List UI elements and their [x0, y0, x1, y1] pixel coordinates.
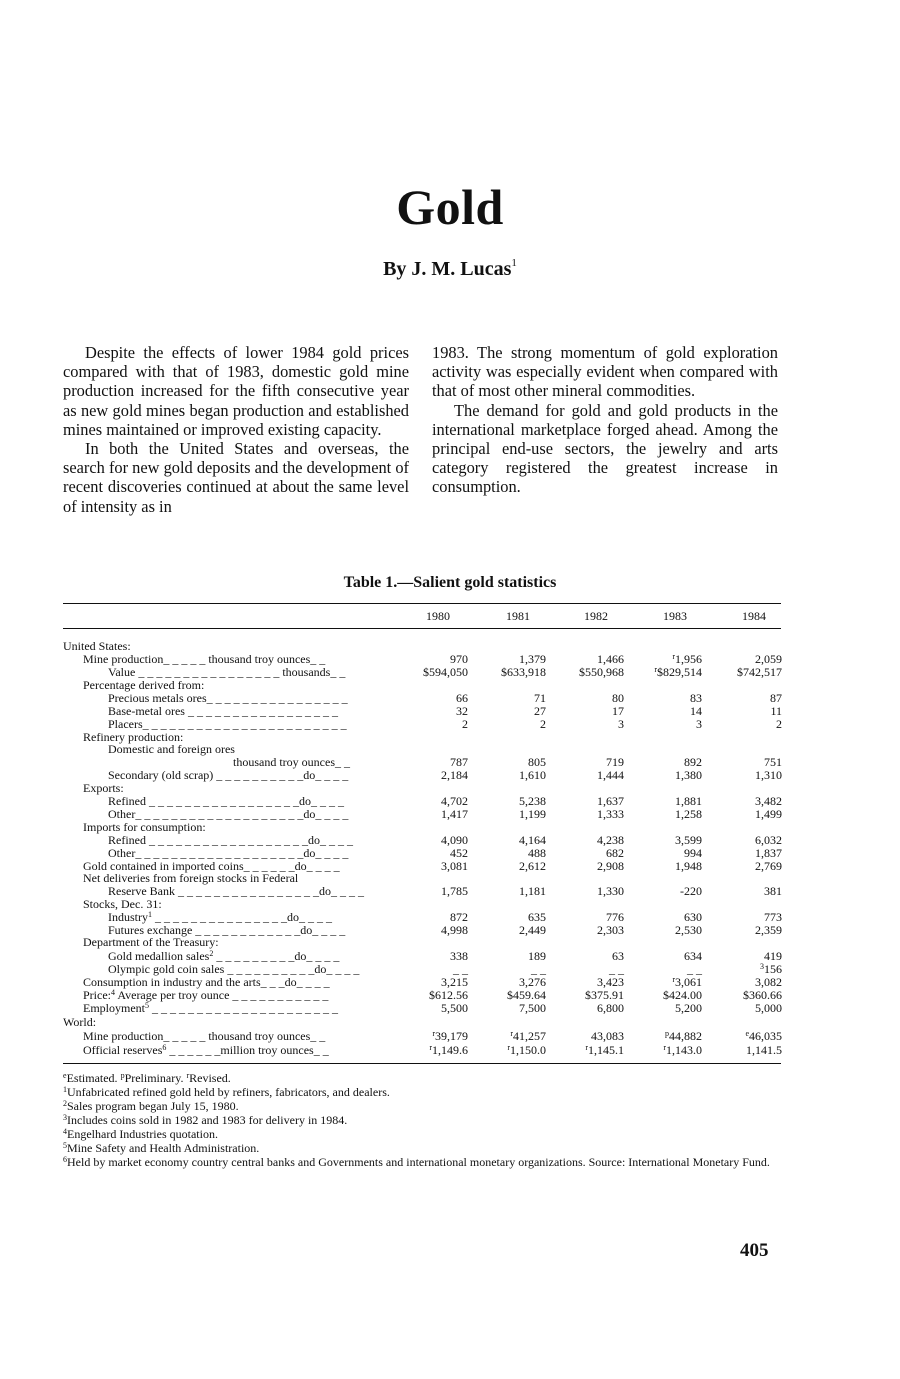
- table-cell: 1,379: [519, 652, 546, 666]
- table-cell: 5,238: [519, 794, 546, 808]
- table-cell: $^3$156: [760, 962, 782, 976]
- row-label-text: United States:: [63, 639, 131, 653]
- table-cell: $^r$41,257: [510, 1029, 546, 1043]
- table-cell: 2: [462, 717, 468, 731]
- table-cell: $^r$1,150.0: [507, 1043, 546, 1057]
- table-cell: 719: [606, 755, 624, 769]
- table-cell: 3,599: [675, 833, 702, 847]
- row-label: [83, 936, 219, 949]
- table-cell: 27: [534, 704, 546, 718]
- table-cell: 1,466: [597, 652, 624, 666]
- table-cell: 3,215: [441, 975, 468, 989]
- table-cell: $612.56: [429, 988, 468, 1002]
- row-label: [63, 1016, 96, 1029]
- row-label-text: Gold contained in imported coins_ _ _ _ _ _do_ _ _ _: [83, 859, 340, 873]
- table-row: [63, 1030, 781, 1043]
- row-label-text: Stocks, Dec. 31:: [83, 897, 162, 911]
- author-footnote-marker: 1: [511, 257, 517, 269]
- table-cell: 3,482: [755, 794, 782, 808]
- table-cell: 87: [770, 691, 782, 705]
- table-cell: 3,081: [441, 859, 468, 873]
- row-label-text: Price:: [83, 988, 111, 1002]
- table-cell: 634: [684, 949, 702, 963]
- table-cell: 5,500: [441, 1001, 468, 1015]
- row-label-text: thousand troy ounces_ _: [233, 755, 350, 769]
- table-cell: 1,258: [675, 807, 702, 821]
- table-cell: 2,769: [755, 859, 782, 873]
- table-cell: 4,238: [597, 833, 624, 847]
- table-cell: 2,612: [519, 859, 546, 873]
- table-cell: 630: [684, 910, 702, 924]
- row-label-text: Imports for consumption:: [83, 820, 206, 834]
- column-header-year: 1980: [426, 609, 450, 623]
- table-cell: 2: [776, 717, 782, 731]
- footnote: $^6$Held by market economy country central banks and Governments and international monetary organizations. Source: International Monetary Fund.: [63, 1155, 770, 1169]
- table-cell: 43,083: [591, 1029, 624, 1043]
- table-cell: 338: [450, 949, 468, 963]
- table-cell: 2,059: [755, 652, 782, 666]
- row-label-text: Mine production_ _ _ _ _ thousand troy ounces_ _: [83, 652, 326, 666]
- row-label-text: Reserve Bank _ _ _ _ _ _ _ _ _ _ _ _ _ _ _ _do_ _ _ _: [108, 884, 364, 898]
- table-cell: 1,310: [755, 768, 782, 782]
- table-row: [63, 885, 781, 898]
- row-label-text: Consumption in industry and the arts_ _ _do_ _ _ _: [83, 975, 330, 989]
- table-title: Table 1.—Salient gold statistics: [343, 574, 557, 591]
- row-label-leader: Average per troy ounce _ _ _ _ _ _ _ _ _ _ _: [115, 988, 329, 1002]
- table-cell: 5,200: [675, 1001, 702, 1015]
- column-header-year: 1983: [663, 609, 687, 623]
- table-cell: 994: [684, 846, 702, 860]
- article-title: Gold: [396, 179, 504, 235]
- table-cell: $633,918: [501, 665, 546, 679]
- table-cell: 4,164: [519, 833, 546, 847]
- row-label-text: Refinery production:: [83, 730, 184, 744]
- row-label-text: Olympic gold coin sales _ _ _ _ _ _ _ _ _ _do_ _ _ _: [108, 962, 360, 976]
- table-cell: $459.64: [507, 988, 546, 1002]
- table-cell: _ _: [687, 962, 702, 976]
- row-label-text: Department of the Treasury:: [83, 935, 219, 949]
- table-cell: $^r$1,143.0: [663, 1043, 702, 1057]
- table-cell: 872: [450, 910, 468, 924]
- footnote-marker: 6: [162, 1043, 167, 1052]
- table-cell: $^r$1,149.6: [429, 1043, 468, 1057]
- table-cell: 1,333: [597, 807, 624, 821]
- table-cell: 1,141.5: [746, 1043, 782, 1057]
- body-column-right: [432, 343, 778, 497]
- table-cell: _ _: [609, 962, 624, 976]
- table-cell: 787: [450, 755, 468, 769]
- table-cell: 1,637: [597, 794, 624, 808]
- footnote: $^2$Sales program began July 15, 1980.: [63, 1099, 239, 1113]
- paragraph: 1983. The strong momentum of gold exploration activity was especially evident when compared with that of most other mineral commodities.: [432, 343, 778, 401]
- row-label-text: Base-metal ores _ _ _ _ _ _ _ _ _ _ _ _ _ _ _ _ _: [108, 704, 338, 718]
- table-cell: 1,837: [755, 846, 782, 860]
- table-cell: 2,449: [519, 923, 546, 937]
- footnote: $^5$Mine Safety and Health Administration.: [63, 1141, 260, 1155]
- table-cell: 452: [450, 846, 468, 860]
- table-cell: $360.66: [743, 988, 782, 1002]
- table-cell: 6,032: [755, 833, 782, 847]
- row-label: [108, 743, 235, 756]
- table-cell: 419: [764, 949, 782, 963]
- table-cell: 3: [696, 717, 702, 731]
- author-byline: [0, 258, 900, 281]
- table-cell: -220: [680, 884, 702, 898]
- footnote: $^1$Unfabricated refined gold held by refiners, fabricators, and dealers.: [63, 1085, 390, 1099]
- table-cell: 1,417: [441, 807, 468, 821]
- row-label-text: Secondary (old scrap) _ _ _ _ _ _ _ _ _ _do_ _ _ _: [108, 768, 349, 782]
- table-cell: 32: [456, 704, 468, 718]
- table-cell: 5,000: [755, 1001, 782, 1015]
- row-label-leader: _ _ _ _ _ _ _ _ _do_ _ _ _: [213, 949, 340, 963]
- table-cell: $^r$3,061: [672, 975, 702, 989]
- paragraph: In both the United States and overseas, the search for new gold deposits and the development of recent discoveries continued at about the same level of intensity as in: [63, 439, 409, 516]
- table-cell: $^r$39,179: [432, 1029, 468, 1043]
- row-label-text: Value _ _ _ _ _ _ _ _ _ _ _ _ _ _ _ _ thousands_ _: [108, 665, 346, 679]
- table-cell: 1,610: [519, 768, 546, 782]
- row-label-leader: _ _ _ _ _ _million troy ounces_ _: [166, 1043, 329, 1057]
- table-cell: 970: [450, 652, 468, 666]
- table-cell: 71: [534, 691, 546, 705]
- paragraph: Despite the effects of lower 1984 gold prices compared with that of 1983, domestic gold mine production increased for the fifth consecutive year as new gold mines began production and established mines maintained or improved existing capacity.: [63, 343, 409, 439]
- table-cell: $742,517: [737, 665, 782, 679]
- table-cell: 2,359: [755, 923, 782, 937]
- table-cell: 381: [764, 884, 782, 898]
- table-cell: 3: [618, 717, 624, 731]
- table-cell: $375.91: [585, 988, 624, 1002]
- row-label-text: Other_ _ _ _ _ _ _ _ _ _ _ _ _ _ _ _ _ _ _do_ _ _ _: [108, 846, 349, 860]
- author-name: By J. M. Lucas: [383, 258, 512, 280]
- row-label-text: Other_ _ _ _ _ _ _ _ _ _ _ _ _ _ _ _ _ _ _do_ _ _ _: [108, 807, 349, 821]
- column-header-year: 1982: [584, 609, 608, 623]
- table-cell: 4,998: [441, 923, 468, 937]
- footnote-marker: 5: [145, 1001, 149, 1010]
- table-header-rule: [63, 628, 781, 629]
- table-cell: 4,702: [441, 794, 468, 808]
- row-label-text: Industry: [108, 910, 148, 924]
- column-header-year: 1984: [742, 609, 766, 623]
- table-row: [63, 1016, 781, 1029]
- row-label-text: Refined _ _ _ _ _ _ _ _ _ _ _ _ _ _ _ _ _ _do_ _ _ _: [108, 833, 353, 847]
- row-label: [83, 1002, 338, 1015]
- footnote: $^3$Includes coins sold in 1982 and 1983 for delivery in 1984.: [63, 1113, 348, 1127]
- paragraph: The demand for gold and gold products in the international marketplace forged ahead. Among the principal end-use sectors, the jewelry and arts category registered the greatest increase in consumption.: [432, 400, 778, 497]
- row-label-text: World:: [63, 1015, 97, 1029]
- row-label-text: Net deliveries from foreign stocks in Federal: [83, 871, 299, 885]
- table-cell: 66: [456, 691, 468, 705]
- footnote-marker: 1: [148, 910, 152, 919]
- table-row: [63, 743, 781, 756]
- table-cell: 11: [770, 704, 782, 718]
- row-label-leader: _ _ _ _ _ _ _ _ _ _ _ _ _ _ _do_ _ _ _: [152, 910, 332, 924]
- table-cell: 1,380: [675, 768, 702, 782]
- footnote: $^4$Engelhard Industries quotation.: [63, 1127, 218, 1141]
- row-label-text: Percentage derived from:: [83, 678, 205, 692]
- table-row: [63, 769, 781, 782]
- table-cell: 189: [528, 949, 546, 963]
- table-cell: 17: [612, 704, 624, 718]
- table-cell: 1,881: [675, 794, 702, 808]
- table-cell: 488: [528, 846, 546, 860]
- table-cell: 1,330: [597, 884, 624, 898]
- row-label-text: Futures exchange _ _ _ _ _ _ _ _ _ _ _ _do_ _ _ _: [108, 923, 346, 937]
- table-cell: 80: [612, 691, 624, 705]
- table-cell: _ _: [531, 962, 546, 976]
- table-cell: 2: [540, 717, 546, 731]
- row-label-text: Employment: [83, 1001, 145, 1015]
- table-cell: $424.00: [663, 988, 702, 1002]
- table-row: [63, 1002, 781, 1015]
- table-cell: $^r$1,145.1: [585, 1043, 624, 1057]
- table-cell: 1,444: [597, 768, 624, 782]
- table-cell: $^p$44,882: [665, 1029, 702, 1043]
- row-label-text: Domestic and foreign ores: [108, 742, 235, 756]
- row-label-text: Gold medallion sales: [108, 949, 210, 963]
- footnote-legend: $^e$Estimated. $^p$Preliminary. $^r$Revised.: [63, 1071, 231, 1085]
- table-cell: 2,303: [597, 923, 624, 937]
- row-label-text: Official reserves: [83, 1043, 163, 1057]
- table-cell: 2,184: [441, 768, 468, 782]
- table-cell: 3,082: [755, 975, 782, 989]
- row-label: [83, 1044, 329, 1057]
- table-cell: 1,181: [519, 884, 546, 898]
- row-label-text: Placers_ _ _ _ _ _ _ _ _ _ _ _ _ _ _ _ _ _ _ _ _ _ _: [108, 717, 347, 731]
- table-cell: $594,050: [423, 665, 468, 679]
- row-label-text: Mine production_ _ _ _ _ thousand troy ounces_ _: [83, 1029, 326, 1043]
- table-row: [63, 936, 781, 949]
- table-cell: 4,090: [441, 833, 468, 847]
- table-cell: 2,530: [675, 923, 702, 937]
- table-cell: 1,199: [519, 807, 546, 821]
- table-bottom-rule: [63, 1063, 781, 1064]
- row-label-text: Refined _ _ _ _ _ _ _ _ _ _ _ _ _ _ _ _ _do_ _ _ _: [108, 794, 344, 808]
- table-top-rule: [63, 603, 781, 604]
- row-label-text: Precious metals ores_ _ _ _ _ _ _ _ _ _ _ _ _ _ _ _: [108, 691, 348, 705]
- table-cell: _ _: [453, 962, 468, 976]
- table-cell: 682: [606, 846, 624, 860]
- table-cell: 1,785: [441, 884, 468, 898]
- row-label: [83, 1030, 325, 1043]
- table-cell: 3,276: [519, 975, 546, 989]
- table-cell: $550,968: [579, 665, 624, 679]
- table-cell: 773: [764, 910, 782, 924]
- footnote-marker: 4: [111, 988, 115, 997]
- table-cell: 63: [612, 949, 624, 963]
- table-cell: $^r$1,956: [672, 652, 702, 666]
- table-row: [63, 1044, 781, 1057]
- table-cell: 83: [690, 691, 702, 705]
- table-cell: 776: [606, 910, 624, 924]
- table-cell: 1,499: [755, 807, 782, 821]
- table-cell: $^r$\$829,514: [654, 665, 702, 679]
- row-label-text: Exports:: [83, 781, 124, 795]
- table-cell: 3,423: [597, 975, 624, 989]
- row-label: [108, 769, 348, 782]
- table-cell: 14: [690, 704, 702, 718]
- table-cell: 805: [528, 755, 546, 769]
- footnote-marker: 2: [209, 949, 214, 958]
- table-cell: 635: [528, 910, 546, 924]
- table-cell: 751: [764, 755, 782, 769]
- table-cell: $^e$46,035: [745, 1029, 782, 1043]
- table-cell: 1,948: [675, 859, 702, 873]
- table-cell: 7,500: [519, 1001, 546, 1015]
- table-cell: 6,800: [597, 1001, 624, 1015]
- body-column-left: [63, 343, 409, 516]
- row-label-leader: _ _ _ _ _ _ _ _ _ _ _ _ _ _ _ _ _ _ _ _ _: [149, 1001, 338, 1015]
- table-cell: 2,908: [597, 859, 624, 873]
- table-cell: 892: [684, 755, 702, 769]
- page-number: 405: [740, 1240, 769, 1261]
- column-header-year: 1981: [506, 609, 530, 623]
